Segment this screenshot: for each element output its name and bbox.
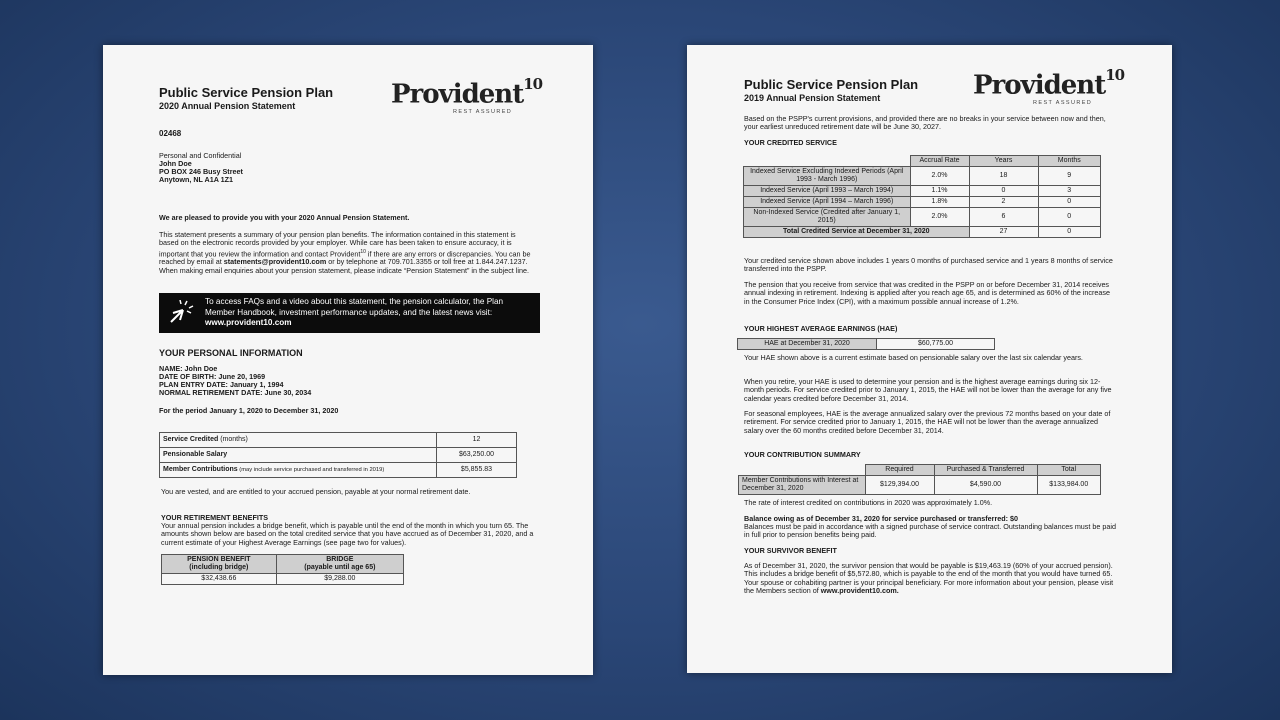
email-link[interactable]: statements@provident10.com: [223, 257, 327, 267]
personal-retirement-date: NORMAL RETIREMENT DATE: June 30, 2034: [159, 388, 312, 397]
table-row: Indexed Service (April 1993 – March 1994) 1.1% 0 3: [744, 186, 1101, 197]
statement-period: For the period January 1, 2020 to December 31, 2020: [159, 406, 339, 415]
interest-note: The rate of interest credited on contributions in 2020 was approximately 1.0%.: [744, 498, 993, 507]
table-row: HAE at December 31, 2020 $60,775.00: [738, 339, 995, 350]
logo-tagline: REST ASSURED: [453, 109, 513, 115]
info-banner: [159, 293, 540, 333]
personal-info-heading: YOUR PERSONAL INFORMATION: [159, 348, 303, 358]
intro-heading: We are pleased to provide you with your 2020 Annual Pension Statement.: [159, 213, 410, 222]
hae-note-3: For seasonal employees, HAE is the average annualized salary over the previous 72 months based on your date of retirement. For service credited prior to January 1, 2015, the HAE will not be lower than the average annualized salary over the 60 months credited before December 31, 2014.: [744, 409, 1111, 435]
statement-page-2020: [103, 45, 593, 675]
doc-subtitle: 2020 Annual Pension Statement: [159, 101, 296, 111]
table-row: Non-Indexed Service (Credited after January 1, 2015) 2.0% 6 0: [744, 208, 1101, 227]
doc-subtitle: 2019 Annual Pension Statement: [744, 93, 881, 103]
table-row: Service Credited (months) 12: [160, 433, 517, 448]
personal-name: NAME: John Doe: [159, 364, 218, 373]
credited-service-table: [743, 155, 1101, 238]
table-row: Pensionable Salary $63,250.00: [160, 448, 517, 463]
provident-logo: Provident$^{10}$: [391, 75, 543, 110]
credited-service-note: Your credited service shown above includes 1 years 0 months of purchased service and 1 years 8 months of service transferred into the PSPP.: [744, 256, 1113, 274]
benefit-table: [161, 554, 404, 585]
credited-service-heading: YOUR CREDITED SERVICE: [744, 138, 837, 147]
retirement-heading: YOUR RETIREMENT BENEFITS: [161, 513, 269, 522]
retirement-text: Your annual pension includes a bridge benefit, which is payable until the end of the month in which you turn 65. The amounts shown below are based on the total credited service that you have accrued as of December 31, 2020, and a current estimate of your Highest Average Earnings (see page two for values).: [161, 521, 534, 547]
table-row: Indexed Service Excluding Indexed Periods (April 1993 - March 1996) 2.0% 18 9: [744, 167, 1101, 186]
survivor-text: As of December 31, 2020, the survivor pension that would be payable is $19,463.19 (60% of your accrued pension). This includes a bridge benefit of $5,572.80, which is payable to the end of the month that you would have turned 65. Your spouse or cohabiting partner is your principal beneficiary. For more information about your pension, please visit the Members section of www.provident10.com.: [744, 561, 1114, 595]
balance-note: Balances must be paid in accordance with a signed purchase of service contract. Outstanding balances must be paid in full prior to pension benefits being paid.: [744, 522, 1116, 540]
address-line-1: PO BOX 246 Busy Street: [159, 167, 243, 176]
contribution-table: [738, 464, 1101, 495]
banner-text: To access FAQs and a video about this statement, the pension calculator, the Plan Member Handbook, investment performance updates, and the latest news visit: www.provident10.com: [205, 297, 504, 327]
hae-heading: YOUR HIGHEST AVERAGE EARNINGS (HAE): [744, 324, 898, 333]
indexing-note: The pension that you receive from service that was credited in the PSPP on or before December 31, 2014 receives annual indexing in retirement. Indexing is applied after you reach age 65, and is determined as 60% of the increase in the Consumer Price Index (CPI), with a maximum possible annual increase of 1.2%.: [744, 280, 1110, 306]
logo-tagline: REST ASSURED: [1033, 100, 1093, 106]
table-row: Accrual Rate Years Months: [744, 156, 1101, 167]
table-row: Total Credited Service at December 31, 2020 27 0: [744, 227, 1101, 238]
survivor-heading: YOUR SURVIVOR BENEFIT: [744, 546, 837, 555]
address-line-2: Anytown, NL A1A 1Z1: [159, 175, 234, 184]
statement-page-2019: [687, 45, 1172, 673]
personal-plan-entry: PLAN ENTRY DATE: January 1, 1994: [159, 380, 284, 389]
provident-logo: Provident$^{10}$: [973, 66, 1125, 101]
cursor-click-icon: [167, 300, 195, 326]
members-url-link[interactable]: www.provident10.com.: [820, 585, 899, 595]
intro-text: Based on the PSPP's current provisions, and provided there are no breaks in your service between now and then, your earliest unreduced retirement date will be June 30, 2027.: [744, 114, 1106, 132]
member-id: 02468: [159, 129, 182, 138]
hae-note-1: Your HAE shown above is a current estimate based on pensionable salary over the last six calendar years.: [744, 353, 1083, 362]
table-row: $32,438.66 $9,288.00: [162, 574, 404, 585]
confidential-label: Personal and Confidential: [159, 151, 242, 160]
contribution-heading: YOUR CONTRIBUTION SUMMARY: [744, 450, 861, 459]
doc-title: Public Service Pension Plan: [744, 77, 919, 92]
banner-url-link[interactable]: www.provident10.com: [205, 318, 292, 327]
table-row: Indexed Service (April 1994 – March 1996) 1.8% 2 0: [744, 197, 1101, 208]
balance-heading: Balance owing as of December 31, 2020 for service purchased or transferred: $0: [744, 514, 1019, 523]
hae-note-2: When you retire, your HAE is used to determine your pension and is the highest average earnings during six 12-month periods. For service credited prior to January 1, 2015, the HAE will not be lower than the average for any five calendar years credited before December 31, 2014.: [744, 377, 1112, 403]
table-row: Member Contributions (may include service purchased and transferred in 2019) $5,855.83: [160, 463, 517, 478]
table-row: Member Contributions with Interest at December 31, 2020 $129,394.00 $4,590.00 $133,984.00: [739, 476, 1101, 495]
table-row: PENSION BENEFIT (including bridge) BRIDGE (payable until age 65): [162, 555, 404, 574]
intro-paragraph: This statement presents a summary of your pension plan benefits. The information contained in this statement is based on the electronic records provided by your employer. While care has been taken to ensure accuracy, it is important that you review the information and contact Provident$^{10}$ if there are any errors or discrepancies. You can be reached by email at statements@provident10.com or by telephone at 709.701.3355 or toll free at 1.844.247.1237. When making email enquiries about your pension statement, please indicate “Pension Statement” in the subject line.: [159, 230, 531, 275]
doc-title: Public Service Pension Plan: [159, 85, 334, 100]
hae-table: [737, 338, 995, 350]
summary-table: [159, 432, 517, 478]
table-row: Required Purchased & Transferred Total: [739, 465, 1101, 476]
vested-text: You are vested, and are entitled to your accrued pension, payable at your normal retirement date.: [161, 487, 471, 496]
personal-dob: DATE OF BIRTH: June 20, 1969: [159, 372, 266, 381]
address-name: John Doe: [159, 159, 192, 168]
